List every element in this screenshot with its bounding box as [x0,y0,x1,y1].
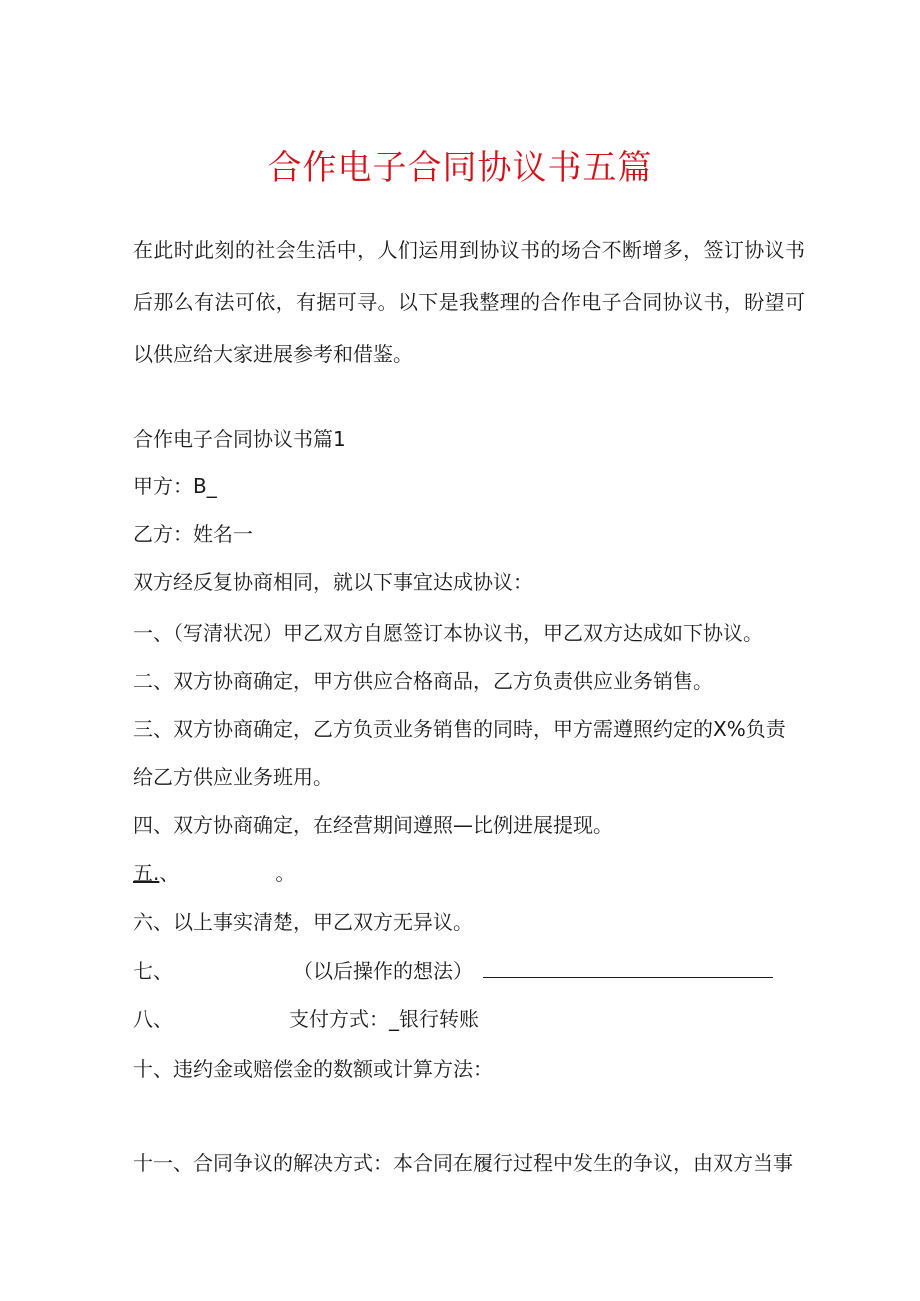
clause-8-number: 八、 [133,1007,173,1031]
preamble-line: 双方经反复协商相同，就以下事宜达成协议： [133,570,533,594]
clause-8-text: 支付方式：_银行转账 [289,1007,479,1031]
clause-7-number: 七、 [133,959,173,983]
clause-5 [133,859,295,887]
clause-3-line-1: 三、双方协商确定，乙方负贡业务销售的同時，甲方需遵照约定的X%负责 [133,717,786,741]
clause-5-end: 。 [275,861,296,885]
clause-2: 二、双方协商确定，甲方供应合格商品，乙方负责供应业务销售。 [133,669,713,693]
clause-1: 一、（写清状况）甲乙双方自愿签订本协议书，甲乙双方达成如下协议。 [133,621,763,645]
section-heading: 合作电子合同协议书篇1 [133,427,346,451]
clause-3-line-2: 给乙方供应业务班用。 [133,765,333,789]
clause-8 [133,1005,479,1033]
clause-10: 十、违约金或赔偿金的数额或计算方法： [133,1057,493,1081]
clause-6: 六、以上事实清楚，甲乙双方无异议。 [133,910,473,934]
party-a-line: 甲方：B_ [133,474,217,498]
intro-paragraph: 在此时此刻的社会生活中，人们运用到协议书的场合不断增多，签订协议书后那么有法可依，有据可寻。以下是我整理的合作电子合同协议书，盼望可以供应给大家进展参考和借鉴。 [133,238,805,366]
clause-7 [133,957,773,985]
clause-5-separator: 、 [159,861,180,885]
clause-7-text: （以后操作的想法） [293,959,473,983]
clause-5-number: 五. [133,861,160,885]
clause-4: 四、双方协商确定，在经营期间遵照—比例进展提现。 [133,813,613,837]
clause-11: 十一、合同争议的解决方式：本合同在履行过程中发生的争议，由双方当事 [133,1151,793,1175]
document-title: 合作电子合同协议书五篇 [267,148,653,188]
clause-7-blank-line [483,959,773,978]
party-b-line: 乙方：姓名一 [133,522,253,546]
